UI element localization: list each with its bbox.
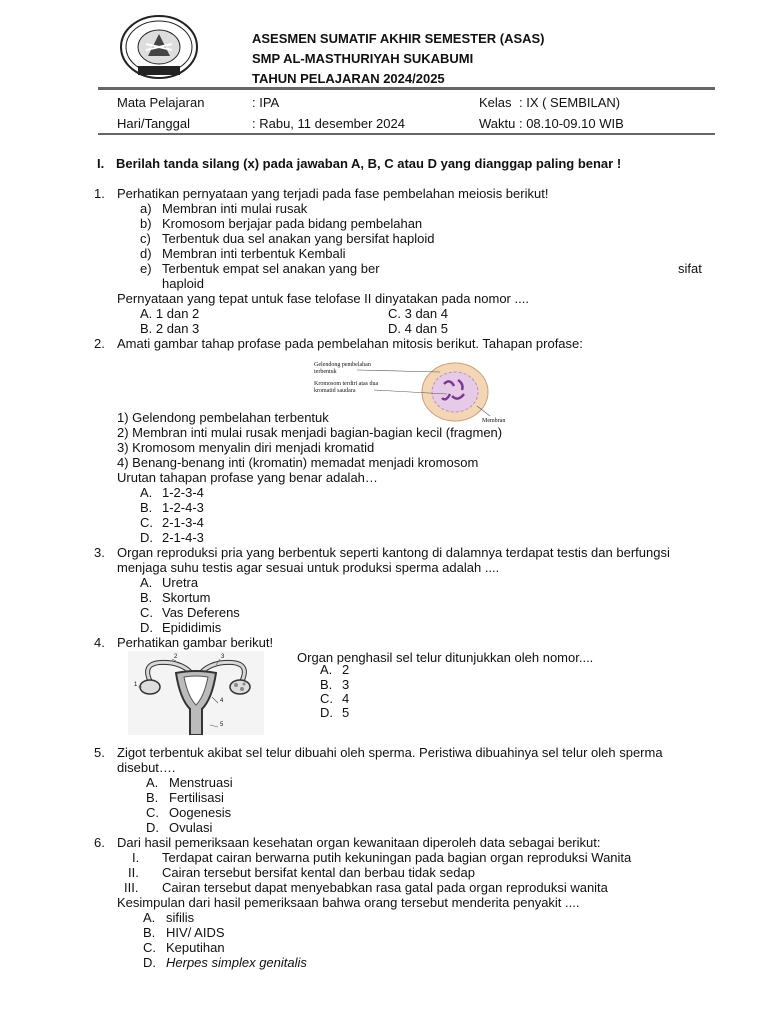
q3-option: Uretra	[162, 575, 199, 590]
q3-text-line1: Organ reproduksi pria yang berbentuk seperti kantong di dalamnya terdapat testis dan berfungsi	[117, 545, 670, 560]
q6-number: 6.	[94, 835, 105, 850]
section-instruction: Berilah tanda silang (x) pada jawaban A, B, C atau D yang dianggap paling benar !	[116, 156, 622, 171]
header-rule-top	[98, 87, 715, 90]
time-value: Waktu : 08.10-09.10 WIB	[479, 116, 624, 131]
q5-number: 5.	[94, 745, 105, 760]
fig-label-chromosome-line1: Kromosom terdiri atas dua	[314, 381, 379, 387]
q2-text: Amati gambar tahap profase pada pembelahan mitosis berikut. Tahapan profase:	[117, 336, 583, 351]
q2-option: 2-1-3-4	[162, 515, 204, 530]
q3-option-marker: D.	[140, 620, 153, 635]
fig-label-spindle-line1: Gelendong pembelahan	[314, 362, 371, 368]
q5-text-line1: Zigot terbentuk akibat sel telur dibuahi oleh sperma. Peristiwa dibuahinya sel telur oleh sperma	[117, 745, 663, 760]
q6-item: Terdapat cairan berwarna putih kekuningan pada bagian organ reproduksi Wanita	[162, 850, 632, 865]
q6-option-marker: C.	[143, 940, 156, 955]
q1-item: Membran inti terbentuk Kembali	[162, 246, 346, 261]
header-title: ASESMEN SUMATIF AKHIR SEMESTER (ASAS)	[252, 31, 545, 46]
q1-item-marker: b)	[140, 216, 152, 231]
q4-option: 4	[342, 691, 350, 706]
q4-number: 4.	[94, 635, 105, 650]
q6-option-marker: B.	[143, 925, 156, 940]
header-rule-bottom	[98, 133, 715, 135]
fig-number-label: 4	[220, 698, 224, 704]
q1-option-b: B. 2 dan 3	[140, 321, 200, 336]
subject-value: : IPA	[252, 95, 280, 110]
section-number: I.	[97, 156, 105, 171]
q2-option: 1-2-4-3	[162, 500, 204, 515]
q3-option: Epididimis	[162, 620, 222, 635]
q6-prompt: Kesimpulan dari hasil pemeriksaan bahwa orang tersebut menderita penyakit ....	[117, 895, 580, 910]
q4-option-marker: D.	[320, 705, 333, 720]
q1-option-a: A. 1 dan 2	[140, 306, 200, 321]
q4-prompt: Organ penghasil sel telur ditunjukkan oleh nomor....	[297, 650, 594, 665]
fig-label-chromosome-line2: kromatid saudara	[314, 388, 356, 394]
q4-option: 2	[342, 662, 350, 677]
q6-item-marker: III.	[124, 880, 139, 895]
q5-option: Menstruasi	[169, 775, 233, 790]
q1-text: Perhatikan pernyataan yang terjadi pada fase pembelahan meiosis berikut!	[117, 186, 549, 201]
q5-option-marker: B.	[146, 790, 159, 805]
q5-option: Ovulasi	[169, 820, 213, 835]
q6-option: Herpes simplex genitalis	[166, 955, 307, 970]
q5-option-marker: D.	[146, 820, 159, 835]
q6-option-marker: A.	[143, 910, 156, 925]
q6-item-marker: I.	[132, 850, 140, 865]
q3-option: Skortum	[162, 590, 211, 605]
q5-text-line2: disebut….	[117, 760, 176, 775]
q4-text: Perhatikan gambar berikut!	[117, 635, 274, 650]
fig-number-label: 3	[221, 654, 225, 660]
header-school: SMP AL-MASTHURIYAH SUKABUMI	[252, 51, 474, 66]
q6-text: Dari hasil pemeriksaan kesehatan organ kewanitaan diperoleh data sebagai berikut:	[117, 835, 601, 850]
q1-option-d: D. 4 dan 5	[388, 321, 448, 336]
class-label: Kelas	[479, 95, 512, 110]
q1-number: 1.	[94, 186, 105, 201]
q2-option-marker: C.	[140, 515, 153, 530]
q1-item-marker: d)	[140, 246, 152, 261]
q6-option: HIV/ AIDS	[166, 925, 225, 940]
fig-label-membrane: Membran	[482, 418, 506, 424]
q1-item: Membran inti mulai rusak	[162, 201, 308, 216]
q1-item: Kromosom berjajar pada bidang pembelahan	[162, 216, 423, 231]
q1-item-marker: c)	[140, 231, 151, 246]
class-value: : IX ( SEMBILAN)	[519, 95, 621, 110]
q5-option-marker: C.	[146, 805, 159, 820]
q6-option: Keputihan	[166, 940, 225, 955]
q3-option-marker: A.	[140, 575, 153, 590]
day-value: : Rabu, 11 desember 2024	[252, 116, 405, 131]
fig-label-spindle-line2: terbentuk	[314, 369, 337, 375]
q3-option-marker: C.	[140, 605, 153, 620]
female-reproductive-figure	[128, 651, 264, 735]
q3-text-line2: menjaga suhu testis agar sesuai untuk produksi sperma adalah ....	[117, 560, 500, 575]
q1-item-tail: sifat	[678, 261, 702, 276]
q6-item: Cairan tersebut bersifat kental dan berbau tidak sedap	[162, 865, 475, 880]
q4-option: 3	[342, 677, 350, 692]
fig-number-label: 2	[174, 654, 178, 660]
fig-number-label: 5	[220, 722, 224, 728]
q1-item-marker: a)	[140, 201, 152, 216]
q2-step: 4) Benang-benang inti (kromatin) memadat menjadi kromosom	[117, 455, 479, 470]
q1-item: Terbentuk empat sel anakan yang ber	[162, 261, 380, 276]
q2-option-marker: A.	[140, 485, 153, 500]
q4-option: 5	[342, 705, 350, 720]
q5-option: Fertilisasi	[169, 790, 224, 805]
q1-prompt: Pernyataan yang tepat untuk fase telofase II dinyatakan pada nomor ....	[117, 291, 529, 306]
q1-option-c: C. 3 dan 4	[388, 306, 448, 321]
q6-item-marker: II.	[128, 865, 139, 880]
header-year: TAHUN PELAJARAN 2024/2025	[252, 71, 445, 86]
fig-label-chromosome	[314, 381, 378, 395]
q2-option: 1-2-3-4	[162, 485, 204, 500]
q2-step: 3) Kromosom menyalin diri menjadi kromatid	[117, 440, 375, 455]
q2-number: 2.	[94, 336, 105, 351]
q1-item-marker: e)	[140, 261, 152, 276]
q2-option-marker: B.	[140, 500, 153, 515]
q3-number: 3.	[94, 545, 105, 560]
q3-option: Vas Deferens	[162, 605, 240, 620]
q2-option-marker: D.	[140, 530, 153, 545]
day-label: Hari/Tanggal	[117, 116, 190, 131]
q2-option: 2-1-4-3	[162, 530, 204, 545]
q4-option-marker: B.	[320, 677, 333, 692]
q3-option-marker: B.	[140, 590, 153, 605]
q2-step: 2) Membran inti mulai rusak menjadi bagian-bagian kecil (fragmen)	[117, 425, 503, 440]
q6-option: sifilis	[166, 910, 195, 925]
q1-item: Terbentuk dua sel anakan yang bersifat haploid	[162, 231, 435, 246]
q4-option-marker: C.	[320, 691, 333, 706]
subject-label: Mata Pelajaran	[117, 95, 205, 110]
q2-step: 1) Gelendong pembelahan terbentuk	[117, 410, 329, 425]
q1-item-continued: haploid	[162, 276, 204, 291]
q6-option-marker: D.	[143, 955, 156, 970]
fig-label-spindle	[314, 362, 371, 376]
school-logo	[118, 14, 200, 84]
q4-option-marker: A.	[320, 662, 333, 677]
q2-prompt: Urutan tahapan profase yang benar adalah…	[117, 470, 378, 485]
q6-item: Cairan tersebut dapat menyebabkan rasa gatal pada organ reproduksi wanita	[162, 880, 608, 895]
fig-number-label: 1	[134, 682, 138, 688]
q5-option: Oogenesis	[169, 805, 232, 820]
q5-option-marker: A.	[146, 775, 159, 790]
